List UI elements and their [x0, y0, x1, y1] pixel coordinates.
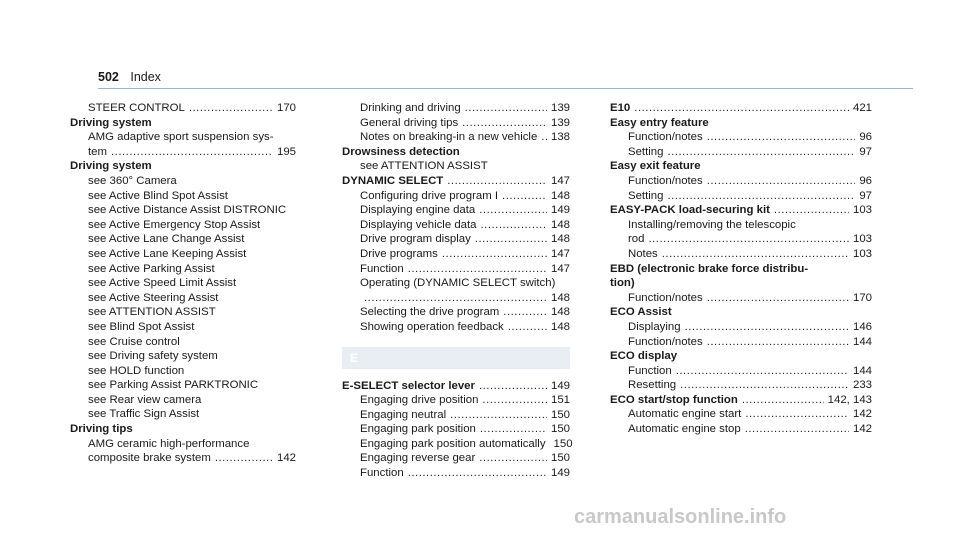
entry-page-number: 148: [550, 218, 570, 231]
index-entry: [342, 305, 570, 320]
dot-leader: [745, 407, 849, 422]
page-number: 502: [98, 70, 119, 84]
entry-label: STEER CONTROL: [88, 102, 185, 114]
entry-label: EASY-PACK load-securing kit: [610, 204, 770, 217]
dot-leader: [745, 422, 849, 437]
dot-leader: [707, 174, 856, 189]
entry-label: Resetting: [628, 379, 677, 392]
index-entry: [610, 378, 872, 393]
section-letter: E: [350, 350, 359, 365]
dot-leader: [707, 291, 849, 306]
entry-label: composite brake system: [88, 452, 211, 465]
dot-leader: [215, 451, 273, 466]
entry-page-number: 142: [852, 408, 872, 421]
entry-page-number: 103: [852, 247, 872, 260]
dot-leader: [475, 232, 547, 247]
entry-label: tem: [88, 145, 107, 158]
entry-page-number: 150: [550, 408, 570, 421]
entry-label: Setting: [628, 189, 664, 202]
dot-leader: [634, 101, 849, 116]
index-entry: [610, 189, 872, 204]
entry-page-number: 148: [550, 189, 570, 202]
entry-page-number: 103: [852, 233, 872, 246]
entry-page-number: 142: [852, 423, 872, 436]
index-entry: [342, 116, 570, 131]
index-subentry: Installing/removing the telescopic: [628, 218, 796, 231]
index-subentry: see Active Speed Limit Assist: [88, 277, 237, 290]
index-entry: [342, 174, 570, 189]
index-subentry: see Active Lane Change Assist: [88, 233, 245, 246]
index-entry: [610, 174, 872, 189]
index-entry: [70, 451, 296, 466]
index-entry: [70, 145, 296, 160]
index-heading: Driving system: [70, 116, 152, 129]
index-subentry: see Active Steering Assist: [88, 291, 219, 304]
page-section-title: Index: [130, 70, 161, 84]
entry-page-number: 148: [550, 233, 570, 246]
dot-leader: [408, 262, 547, 277]
entry-page-number: 421: [852, 102, 872, 114]
entry-page-number: 150: [553, 437, 573, 450]
entry-label: Engaging reverse gear: [360, 452, 476, 465]
index-heading: Easy exit feature: [610, 160, 701, 173]
index-subentry: see Traffic Sign Assist: [88, 408, 200, 421]
entry-label: Selecting the drive program: [360, 306, 500, 319]
entry-page-number: 148: [550, 306, 570, 319]
entry-label: General driving tips: [360, 116, 459, 129]
index-subentry: AMG ceramic high-performance: [88, 437, 250, 450]
dot-leader: [482, 393, 547, 408]
index-subentry: AMG adaptive sport suspension sys-: [88, 131, 274, 144]
entry-label: DYNAMIC SELECT: [342, 174, 444, 187]
index-heading: Driving tips: [70, 423, 133, 436]
entry-label: Function/notes: [628, 131, 703, 144]
index-heading: ECO Assist: [610, 306, 672, 319]
index-subentry: see Active Blind Spot Assist: [88, 189, 228, 202]
index-entry: [610, 232, 872, 247]
index-entry: [342, 379, 570, 394]
entry-page-number: 150: [550, 423, 570, 436]
entry-label: E-SELECT selector lever: [342, 379, 475, 392]
dot-leader: [480, 422, 547, 437]
index-entry: [342, 203, 570, 218]
index-heading: tion): [610, 277, 635, 290]
entry-page-number: 139: [550, 102, 570, 114]
index-subentry: see Active Distance Assist DISTRONIC: [88, 204, 287, 217]
entry-page-number: 144: [852, 364, 872, 377]
dot-leader: [465, 101, 547, 116]
index-subentry: Operating (DYNAMIC SELECT switch): [360, 277, 556, 290]
entry-page-number: 146: [852, 320, 872, 333]
index-entry: [342, 422, 570, 437]
index-heading: Easy entry feature: [610, 116, 709, 129]
entry-page-number: 97: [859, 145, 872, 158]
entry-page-number: 96: [859, 131, 872, 144]
entry-label: Function/notes: [628, 291, 703, 304]
index-entry: [342, 393, 570, 408]
entry-label: Showing operation feedback: [360, 320, 504, 333]
entry-page-number: 170: [276, 102, 296, 114]
section-letter-band: [342, 347, 570, 369]
entry-page-number: 195: [276, 145, 296, 158]
index-entry: [342, 437, 573, 452]
index-entry: [342, 232, 570, 247]
entry-label: Function: [360, 262, 404, 275]
index-entry: [70, 101, 296, 116]
entry-label: Displaying vehicle data: [360, 218, 477, 231]
index-entry: [342, 466, 570, 481]
entry-label: Displaying: [628, 320, 681, 333]
index-subentry: see Active Parking Assist: [88, 262, 215, 275]
dot-leader: [502, 189, 547, 204]
index-subentry: see Active Lane Keeping Assist: [88, 247, 247, 260]
entry-page-number: 97: [859, 189, 872, 202]
index-entry: [342, 262, 570, 277]
dot-leader: [508, 320, 547, 335]
index-subentry: see Blind Spot Assist: [88, 320, 195, 333]
dot-leader: [774, 203, 849, 218]
entry-page-number: 147: [550, 174, 570, 187]
entry-page-number: 147: [550, 262, 570, 275]
index-heading: Driving system: [70, 160, 152, 173]
dot-leader: [707, 130, 856, 145]
index-subentry: see Driving safety system: [88, 350, 218, 363]
entry-label: Configuring drive program I: [360, 189, 499, 202]
entry-page-number: 149: [550, 204, 570, 217]
entry-label: ECO start/stop function: [610, 393, 738, 406]
index-entry: [610, 247, 872, 262]
entry-page-number: 147: [550, 247, 570, 260]
entry-label: Function: [628, 364, 672, 377]
dot-leader: [662, 247, 849, 262]
index-subentry: see Cruise control: [88, 335, 180, 348]
index-entry: [342, 408, 570, 423]
entry-page-number: 138: [550, 131, 570, 144]
entry-label: Notes on breaking-in a new vehicle: [360, 131, 538, 144]
index-subentry: see ATTENTION ASSIST: [360, 160, 488, 173]
dot-leader: [685, 320, 849, 335]
entry-page-number: 148: [550, 320, 570, 333]
entry-label: Drive program display: [360, 233, 471, 246]
entry-page-number: 233: [852, 379, 872, 392]
entry-label: Notes: [628, 247, 658, 260]
entry-label: Drive programs: [360, 247, 438, 260]
index-entry: [610, 335, 872, 350]
dot-leader: [408, 466, 547, 481]
dot-leader: [364, 291, 547, 306]
dot-leader: [189, 101, 273, 116]
entry-page-number: 144: [852, 335, 872, 348]
dot-leader: [680, 378, 849, 393]
index-column-1: [70, 101, 296, 466]
index-entry: [342, 130, 570, 145]
dot-leader: [481, 218, 547, 233]
page-header: [98, 70, 161, 84]
entry-page-number: 142: [276, 452, 296, 465]
index-entry: [610, 364, 872, 379]
index-subentry: see 360° Camera: [88, 174, 177, 187]
dot-leader: [442, 247, 547, 262]
index-subentry: see Active Emergency Stop Assist: [88, 218, 261, 231]
entry-page-number: 96: [859, 174, 872, 187]
index-entry: [610, 101, 872, 116]
index-subentry: see Rear view camera: [88, 393, 202, 406]
index-heading: ECO display: [610, 350, 678, 363]
watermark: carmanualsonline.info: [574, 506, 787, 528]
entry-page-number: 149: [550, 467, 570, 480]
dot-leader: [447, 174, 547, 189]
dot-leader: [742, 393, 824, 408]
dot-leader: [479, 203, 547, 218]
index-entry: [342, 451, 570, 466]
index-heading: EBD (electronic brake force distribu-: [610, 262, 809, 275]
dot-leader: [676, 364, 849, 379]
entry-label: Function/notes: [628, 335, 703, 348]
entry-label: rod: [628, 233, 645, 246]
index-column-3: [610, 101, 872, 437]
index-subentry: see HOLD function: [88, 364, 185, 377]
entry-label: Automatic engine start: [628, 408, 742, 421]
index-entry: [342, 247, 570, 262]
index-entry: [610, 422, 872, 437]
entry-label: Function/notes: [628, 174, 703, 187]
index-entry: [342, 320, 570, 335]
entry-page-number: 103: [852, 204, 872, 217]
index-entry: [610, 393, 872, 408]
index-entry: [610, 130, 872, 145]
index-entry: [610, 145, 872, 160]
dot-leader: [707, 335, 849, 350]
entry-page-number: 142, 143: [827, 393, 872, 406]
entry-page-number: 148: [550, 291, 570, 304]
index-entry: [610, 203, 872, 218]
entry-label: Automatic engine stop: [628, 423, 741, 436]
index-column-2: [342, 101, 573, 481]
entry-page-number: 170: [852, 291, 872, 304]
index-heading: Drowsiness detection: [342, 145, 460, 158]
index-entry: [342, 291, 570, 306]
dot-leader: [648, 232, 849, 247]
index-entry: [342, 101, 570, 116]
index-subentry: see Parking Assist PARKTRONIC: [88, 379, 259, 392]
dot-leader: [667, 189, 855, 204]
index-entry: [610, 407, 872, 422]
index-entry: [342, 218, 570, 233]
index-entry: [342, 189, 570, 204]
dot-leader: [541, 130, 547, 145]
entry-label: Drinking and driving: [360, 102, 461, 114]
index-entry: [610, 291, 872, 306]
entry-label: Function: [360, 467, 404, 480]
header-rule: [98, 88, 913, 89]
index-entry: [610, 320, 872, 335]
entry-label: Displaying engine data: [360, 204, 476, 217]
entry-label: E10: [610, 102, 631, 114]
dot-leader: [450, 408, 547, 423]
dot-leader: [667, 145, 855, 160]
entry-label: Engaging drive position: [360, 394, 479, 407]
entry-label: Setting: [628, 145, 664, 158]
entry-label: Engaging neutral: [360, 408, 447, 421]
entry-page-number: 139: [550, 116, 570, 129]
dot-leader: [479, 379, 547, 394]
entry-page-number: 150: [550, 452, 570, 465]
dot-leader: [462, 116, 547, 131]
entry-page-number: 149: [550, 379, 570, 392]
entry-label: Engaging park position automatically: [360, 437, 546, 450]
dot-leader: [479, 451, 547, 466]
entry-label: Engaging park position: [360, 423, 476, 436]
dot-leader: [503, 305, 547, 320]
entry-page-number: 151: [550, 394, 570, 407]
dot-leader: [111, 145, 273, 160]
index-subentry: see ATTENTION ASSIST: [88, 306, 216, 319]
